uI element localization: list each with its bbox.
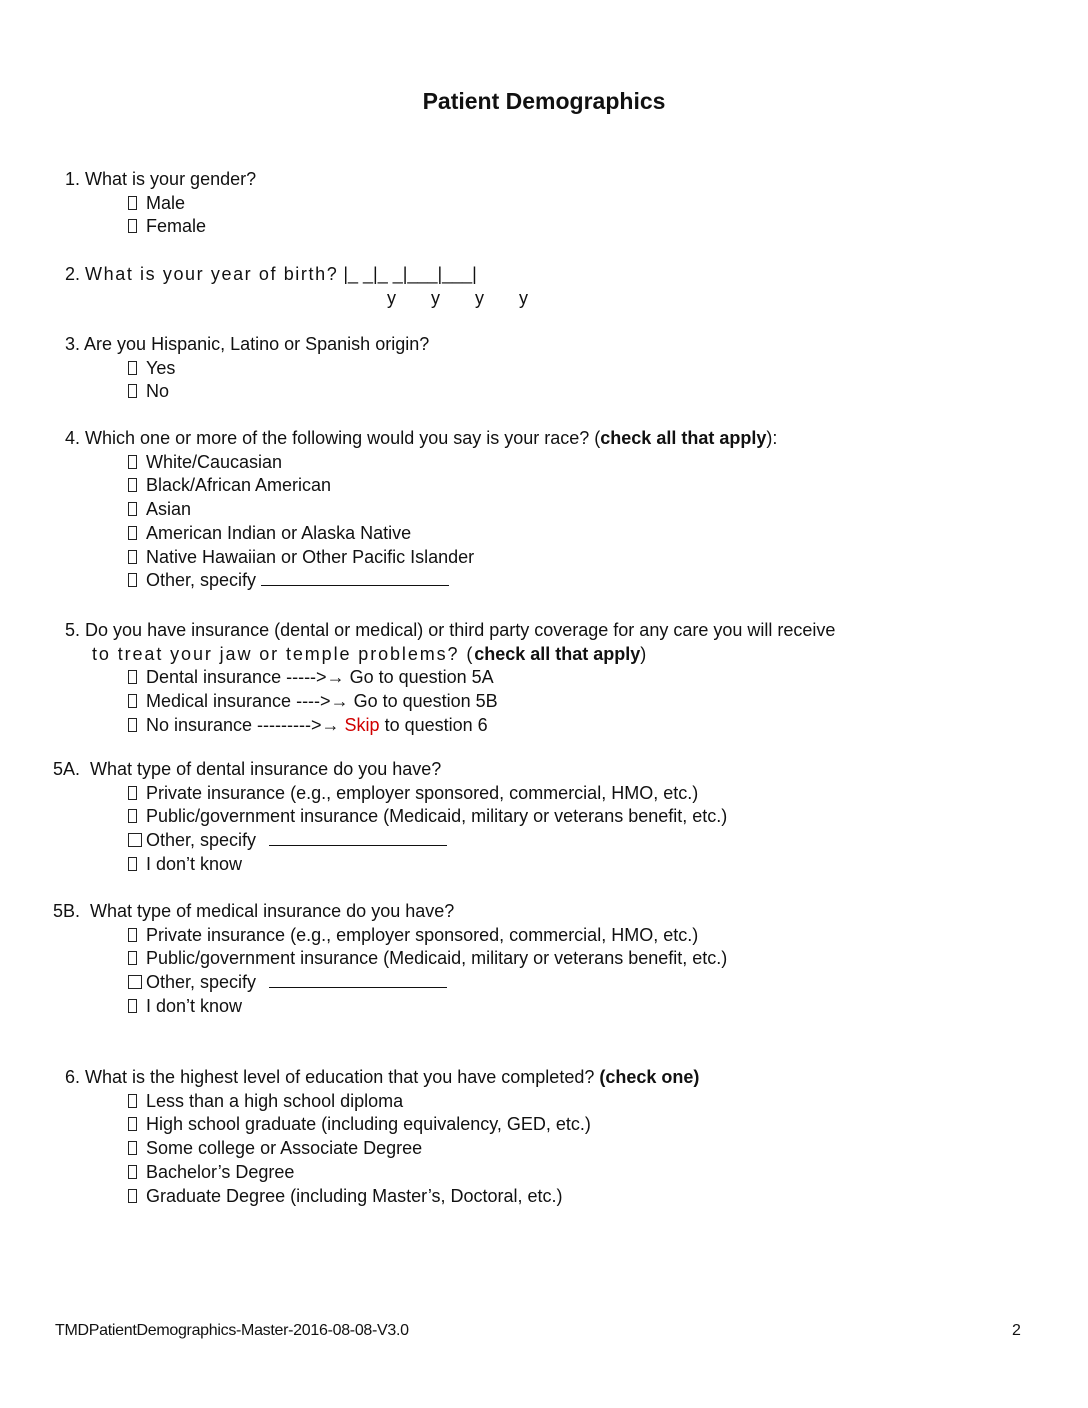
- question-number: 4.: [65, 428, 81, 448]
- question-text: What is your year of birth?: [85, 264, 339, 284]
- checkbox-icon[interactable]: [128, 502, 137, 516]
- question-5a: [53, 758, 727, 877]
- question-text-line-2: to treat your jaw or temple problems? (: [92, 643, 475, 664]
- option-less-than-high-school[interactable]: Less than a high school diploma: [65, 1090, 699, 1114]
- option-high-school-graduate[interactable]: High school graduate (including equivalency, GED, etc.): [65, 1113, 699, 1137]
- option-medical-dont-know[interactable]: I don’t know: [53, 995, 727, 1019]
- option-no-insurance[interactable]: No insurance --------->→ Skip to question 6: [65, 714, 835, 738]
- checkbox-icon[interactable]: [128, 455, 137, 469]
- instruction-bold: (check one): [599, 1067, 700, 1087]
- option-native-hawaiian[interactable]: Native Hawaiian or Other Pacific Islander: [65, 546, 777, 570]
- checkbox-icon[interactable]: [128, 196, 137, 210]
- checkbox-icon[interactable]: [128, 550, 137, 564]
- option-medical-public[interactable]: Public/government insurance (Medicaid, military or veterans benefit, etc.): [53, 947, 727, 971]
- option-other-race[interactable]: Other, specify: [65, 569, 777, 593]
- checkbox-icon[interactable]: [128, 857, 137, 871]
- checkbox-icon[interactable]: [128, 1117, 137, 1131]
- question-text: Which one or more of the following would you say is your race? (: [85, 428, 601, 448]
- instruction-bold: check all that apply: [600, 428, 767, 448]
- question-text: What is your gender?: [85, 169, 257, 189]
- option-yes[interactable]: Yes: [65, 357, 429, 381]
- option-medical-private[interactable]: Private insurance (e.g., employer sponsored, commercial, HMO, etc.): [53, 924, 727, 948]
- question-5b: [53, 900, 727, 1019]
- option-male[interactable]: Male: [65, 192, 256, 216]
- specify-field[interactable]: [269, 973, 447, 988]
- specify-field[interactable]: [261, 571, 449, 586]
- option-dental-private[interactable]: Private insurance (e.g., employer sponsored, commercial, HMO, etc.): [53, 782, 727, 806]
- checkbox-icon[interactable]: [128, 670, 137, 684]
- checkbox-icon[interactable]: [128, 1189, 137, 1203]
- checkbox-icon[interactable]: [128, 999, 137, 1013]
- year-format-hint: y y y y: [387, 287, 528, 308]
- question-text: What type of dental insurance do you have?: [90, 759, 442, 779]
- option-no[interactable]: No: [65, 380, 429, 404]
- checkbox-icon[interactable]: [128, 478, 137, 492]
- option-asian[interactable]: Asian: [65, 498, 777, 522]
- checkbox-icon[interactable]: [128, 219, 137, 233]
- question-number: 2.: [65, 264, 81, 284]
- arrow-right-icon: →: [321, 714, 340, 735]
- arrow-right-icon: →: [326, 667, 345, 687]
- checkbox-icon[interactable]: [128, 526, 137, 540]
- option-dental-dont-know[interactable]: I don’t know: [53, 853, 727, 877]
- skip-label: Skip: [344, 714, 380, 735]
- specify-field[interactable]: [269, 831, 447, 846]
- question-number: 5A.: [53, 759, 81, 779]
- checkbox-icon[interactable]: [128, 833, 142, 847]
- checkbox-icon[interactable]: [128, 951, 137, 965]
- checkbox-icon[interactable]: [128, 786, 137, 800]
- question-text: What is the highest level of education that you have completed?: [85, 1067, 595, 1087]
- option-dental-other[interactable]: Other, specify: [53, 829, 727, 853]
- option-white[interactable]: White/Caucasian: [65, 451, 777, 475]
- checkbox-icon[interactable]: [128, 1165, 137, 1179]
- option-medical-insurance[interactable]: Medical insurance ---->→ Go to question 5B: [65, 690, 835, 714]
- question-4: 4. Which one or more of the following would you say is your race? (check all that apply): White/Caucasian Black/African American Asian American Indian or Alaska Native Native Hawaiian or Other Pacific Islander Other, specify: [65, 427, 777, 593]
- year-of-birth-field[interactable]: |_ _|_ _|___|___|: [343, 264, 477, 284]
- question-number: 6.: [65, 1067, 81, 1087]
- question-text-line-1: Do you have insurance (dental or medical) or third party coverage for any care you will receive: [85, 620, 836, 640]
- option-black[interactable]: Black/African American: [65, 474, 777, 498]
- checkbox-icon[interactable]: [128, 694, 137, 708]
- question-5: 5. Do you have insurance (dental or medical) or third party coverage for any care you will receive to treat your jaw or temple problems? (check all that apply) Dental insurance ----->→ Go to question 5A Medical insurance ---->→ Go to question 5B No insurance --------->→ Skip to question 6: [65, 619, 835, 737]
- option-some-college[interactable]: Some college or Associate Degree: [65, 1137, 699, 1161]
- question-2: [65, 263, 563, 310]
- question-3: [65, 333, 429, 404]
- checkbox-icon[interactable]: [128, 573, 137, 587]
- arrow-right-icon: →: [330, 690, 349, 711]
- question-number: 1.: [65, 169, 81, 189]
- option-dental-insurance[interactable]: Dental insurance ----->→ Go to question 5A: [65, 666, 835, 690]
- checkbox-icon[interactable]: [128, 975, 142, 989]
- checkbox-icon[interactable]: [128, 361, 137, 375]
- checkbox-icon[interactable]: [128, 718, 137, 732]
- checkbox-icon[interactable]: [128, 928, 137, 942]
- option-american-indian[interactable]: American Indian or Alaska Native: [65, 522, 777, 546]
- option-graduate-degree[interactable]: Graduate Degree (including Master’s, Doctoral, etc.): [65, 1185, 699, 1209]
- option-female[interactable]: Female: [65, 215, 256, 239]
- question-text: Are you Hispanic, Latino or Spanish origin?: [84, 334, 430, 354]
- question-number: 5B.: [53, 901, 81, 921]
- checkbox-icon[interactable]: [128, 1094, 137, 1108]
- option-bachelors[interactable]: Bachelor’s Degree: [65, 1161, 699, 1185]
- question-1: [65, 168, 256, 239]
- checkbox-icon[interactable]: [128, 1141, 137, 1155]
- option-dental-public[interactable]: Public/government insurance (Medicaid, military or veterans benefit, etc.): [53, 805, 727, 829]
- question-6: [65, 1066, 699, 1208]
- question-number: 5.: [65, 620, 81, 640]
- footer-page-number: 2: [1012, 1322, 1021, 1339]
- question-text: What type of medical insurance do you have?: [90, 901, 455, 921]
- checkbox-icon[interactable]: [128, 384, 137, 398]
- checkbox-icon[interactable]: [128, 809, 137, 823]
- footer-document-id: TMDPatientDemographics-Master-2016-08-08-V3.0: [55, 1322, 409, 1339]
- instruction-bold: check all that apply: [474, 643, 641, 664]
- page-title: Patient Demographics: [422, 88, 666, 114]
- question-number: 3.: [65, 334, 81, 354]
- option-medical-other[interactable]: Other, specify: [53, 971, 727, 995]
